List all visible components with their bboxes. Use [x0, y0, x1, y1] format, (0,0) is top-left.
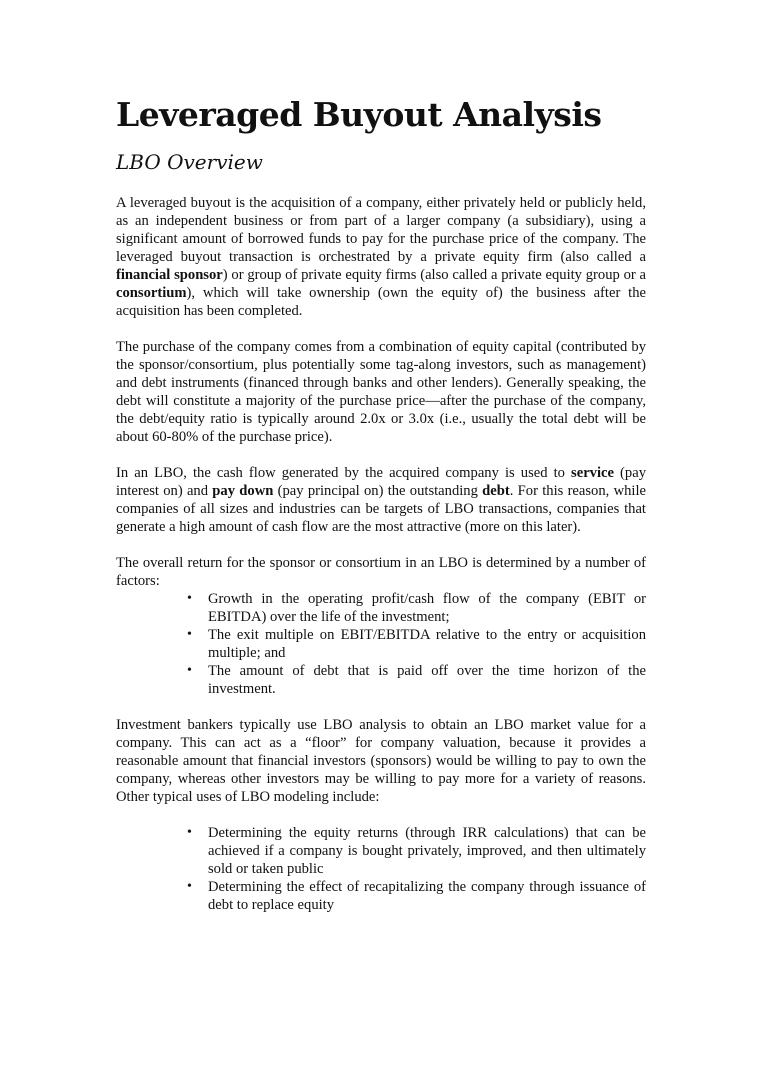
term-consortium: consortium	[116, 285, 187, 301]
section-heading: LBO Overview	[116, 150, 263, 174]
bullet-icon: •	[187, 591, 192, 606]
document-title: Leveraged Buyout Analysis	[116, 95, 602, 134]
bullet-icon: •	[187, 825, 192, 840]
term-debt: debt	[482, 483, 510, 499]
bullet-icon: •	[187, 663, 192, 678]
term-pay-down: pay down	[212, 483, 274, 499]
document-page	[116, 96, 646, 932]
paragraph-lbo-definition	[116, 194, 646, 320]
list-item-text: Determining the effect of recapitalizing the company through issuance of debt to replace equity	[208, 879, 646, 913]
bullet-icon: •	[187, 879, 192, 894]
factors-list	[116, 590, 646, 698]
list-item	[187, 626, 646, 662]
bullet-icon: •	[187, 627, 192, 642]
text-run: ), which will take ownership (own the equity of) the business after the acquisition has been completed.	[116, 285, 646, 319]
list-item	[187, 590, 646, 626]
list-item	[187, 878, 646, 914]
paragraph-return-factors: The overall return for the sponsor or consortium in an LBO is determined by a number of factors:	[116, 555, 646, 589]
list-item	[187, 662, 646, 698]
term-financial-sponsor: financial sponsor	[116, 267, 223, 283]
paragraph-purchase-financing: The purchase of the company comes from a combination of equity capital (contributed by the sponsor/consortium, plus potentially some tag-along investors, such as management) and debt instruments (financed through banks and other lenders). Generally speaking, the debt will constitute a majority of the purchase price—after the purchase of the company, the debt/equity ratio is typically around 2.0x or 3.0x (i.e., usually the total debt will be about 60-80% of the purchase price).	[116, 339, 646, 445]
text-run: ) or group of private equity firms (also called a private equity group or a	[222, 267, 646, 283]
list-item	[187, 824, 646, 878]
text-run: A leveraged buyout is the acquisition of a company, either privately held or publicly held, as an independent business or from part of a larger company (a subsidiary), using a significant amount of borrowed funds to pay for the purchase price of the company. The leveraged buyout transaction is orchestrated by a private equity firm (also called a	[116, 195, 646, 265]
text-run: (pay interest on) and	[116, 465, 646, 499]
uses-list	[116, 824, 646, 914]
text-run: . For this reason, while companies of all sizes and industries can be targets of LBO transactions, companies that generate a high amount of cash flow are the most attractive (more on this later).	[116, 483, 646, 535]
text-run: (pay principal on) the outstanding	[273, 483, 483, 499]
list-item-text: The exit multiple on EBIT/EBITDA relative to the entry or acquisition multiple; and	[208, 627, 646, 661]
list-item-text: Determining the equity returns (through IRR calculations) that can be achieved if a company is bought privately, improved, and then ultimately sold or taken public	[208, 825, 646, 877]
list-item-text: The amount of debt that is paid off over the time horizon of the investment.	[208, 663, 646, 697]
paragraph-lbo-uses: Investment bankers typically use LBO analysis to obtain an LBO market value for a company. This can act as a “floor” for company valuation, because it provides a reasonable amount that financial investors (sponsors) would be willing to pay to own the company, whereas other investors may be willing to pay more for a variety of reasons. Other typical uses of LBO modeling include:	[116, 717, 646, 805]
list-item-text: Growth in the operating profit/cash flow of the company (EBIT or EBITDA) over the life of the investment;	[208, 591, 646, 625]
paragraph-cash-flow	[116, 464, 646, 536]
term-service: service	[571, 465, 614, 481]
text-run: In an LBO, the cash flow generated by the acquired company is used to	[116, 465, 572, 481]
